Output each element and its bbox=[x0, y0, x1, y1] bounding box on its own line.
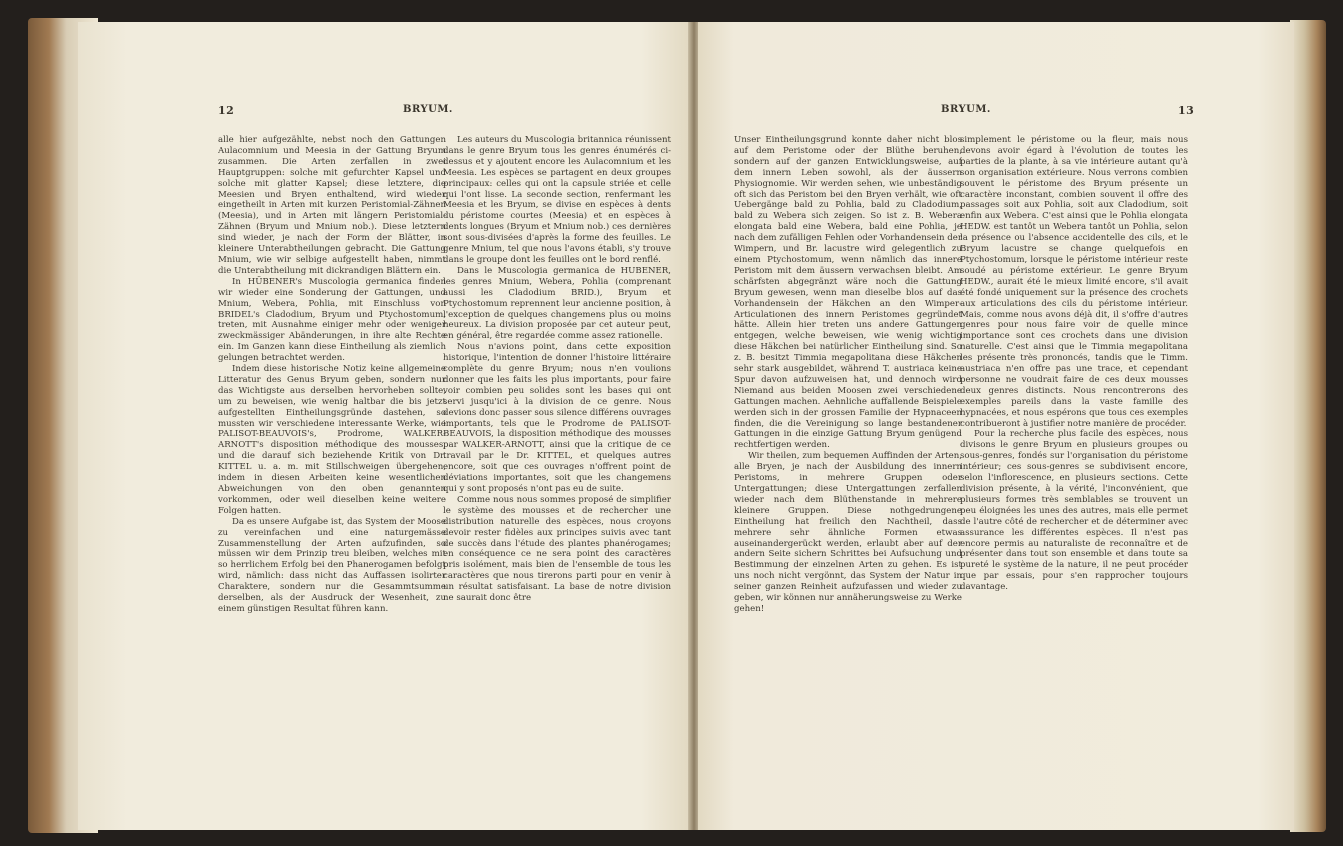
paragraph: Nous n'avions point, dans cette exposition historique, l'intention de donner l'histoire littéraire complète du genre Bryum; nous n'en voulions donner que les faits les plus importants, pour faire voir combien peu solides sont les bases qui ont servi jusqu'ici à la division de ce genre. Nous devions donc passer sous silence différens ouvrages importants, tels que le Prodrome de PALISOT-BEAUVOIS, la disposition méthodique des mousses par WALKER-ARNOTT, ainsi que la critique de ce travail par le Dr. KITTEL, et quelques autres encore, soit que ces ouvrages n'offrent point de déviations importantes, soit que les changemens qui y sont proposés n'ont pas eu de suite. bbox=[443, 342, 671, 494]
paragraph: alle hier aufgezählte, nebst noch den Gattungen Aulacomnium und Meesia in der Gattung Bryum zusammen. Die Arten zerfallen in zwei Hauptgruppen: solche mit gefurchter Kapsel und solche mit glatter Kapsel; diese letztere, die Meesien und Bryen enthaltend, wird wieder eingetheilt in Arten mit kurzen Peristomial-Zähnen (Meesia), und in Arten mit längern Peristomial-Zähnen (Bryum und Mnium nob.). Diese letztern sind wieder, je nach der Form der Blätter, in kleinere Unterabtheilungen gebracht. Die Gattung Mnium, wie wir selbige aufgestellt haben, nimmt die Unterabtheilung mit dickrandigen Blättern ein. bbox=[218, 135, 446, 276]
right-column-german bbox=[734, 135, 962, 725]
paragraph: Unser Eintheilungsgrund konnte daher nicht blos auf dem Peristome oder der Blüthe beruhen, sondern auf der ganzen Entwicklungsweise, auf dem innern Leben sowohl, als der äussern Physiognomie. Wir werden sehen, wie unbeständig oft sich das Peristom bei den Bryen verhält, wie oft Uebergänge bald zu Pohlia, bald zu Cladodium, bald zu Webera sich zeigen. So ist z. B. Webera elongata bald eine Webera, bald eine Pohlia, je nach dem zufälligen Fehlen oder Vorhandensein der Wimpern, und Br. lacustre wird gelegentlich zu einem Ptychostomum, wenn nämlich das innere Peristom mit dem äussern verwachsen bleibt. Am schärfsten abgegränzt wäre noch die Gattung Bryum gewesen, wenn man dieselbe blos auf das Vorhandensein der Häkchen an den Wimper-Articulationen des innern Peristomes gegründet hätte. Allein hier treten uns andere Gattungen entgegen, welche beweisen, wie wenig wichtig diese Häkchen bei natürlicher Eintheilung sind. So z. B. besitzt Timmia megapolitana diese Häkchen sehr stark ausgebildet, während T. austriaca keine Spur davon aufzuweisen hat, und dennoch wird Niemand aus beiden Moosen zwei verschiedene Gattungen machen. Aehnliche auffallende Beispiele werden sich in der grossen Familie der Hypnaceen finden, die die Vereinigung so lange bestandener Gattungen in die einzige Gattung Bryum genügend rechtfertigen werden. bbox=[734, 135, 962, 451]
paragraph: Pour la recherche plus facile des espèces, nous divisons le genre Bryum en plusieurs groupes ou sous-genres, fondés sur l'organisation du péristome intérieur; ces sous-genres se subdivisent encore, selon l'inflorescence, en plusieurs sections. Cette division présente, à la vérité, l'inconvénient, que plusieurs formes très semblables se trouvent un peu éloignées les unes des autres, mais elle permet de l'autre côté de rechercher et de déterminer avec assurance les différentes espèces. Il n'est pas encore permis au naturaliste de reconnaître et de présenter dans tout son ensemble et dans toute sa pureté le système de la nature, il ne peut procéder que par essais, pour s'en rapprocher toujours davantage. bbox=[960, 429, 1188, 593]
right-running-head: BRYUM. bbox=[941, 104, 991, 115]
paragraph: Da es unsere Aufgabe ist, das System der Moose zu vereinfachen und eine naturgemässe Zusammenstellung der Arten aufzufinden, so müssen wir dem Prinzip treu bleiben, welches mit so herrlichem Erfolg bei den Phanerogamen befolgt wird, nämlich: dass nicht das Auffassen isolirter Charaktere, sondern nur die Gesammtsumme derselben, als der Ausdruck der Wesenheit, zu einem günstigen Resultat führen kann. bbox=[218, 516, 446, 614]
paragraph: Wir theilen, zum bequemen Auffinden der Arten, alle Bryen, je nach der Ausbildung des innern Peristoms, in mehrere Gruppen oder Untergattungen; diese Untergattungen zerfallen wieder nach dem Blüthenstande in mehrere kleinere Gruppen. Diese nothgedrungene Eintheilung hat freilich den Nachtheil, dass mehrere sehr ähnliche Formen etwas auseinandergerückt werden, erlaubt aber auf der andern Seite sichern Schrittes bei Aufsuchung und Bestimmung der einzelnen Arten zu gehen. Es ist uns noch nicht vergönnt, das System der Natur in seiner ganzen Reinheit aufzufassen und wieder zu geben, wir können nur annäherungsweise zu Werke gehen! bbox=[734, 451, 962, 614]
left-page bbox=[78, 22, 690, 830]
left-column-german bbox=[218, 135, 446, 725]
paragraph: simplement le péristome ou la fleur, mais nous devons avoir égard à l'évolution de toutes les parties de la plante, à sa vie intérieure autant qu'à son organisation extérieure. Nous verrons combien souvent le péristome des Bryum présente un caractère inconstant, combien souvent il offre des passages soit aux Pohlia, soit aux Cladodium, soit enfin aux Webera. C'est ainsi que le Pohlia elongata HEDW. est tantôt un Webera tantôt un Pohlia, selon la présence ou l'absence accidentelle des cils, et le Bryum lacustre se change quelquefois en Ptychostomum, lorsque le péristome intérieur reste soudé au péristome extérieur. Le genre Bryum HEDW., aurait été le mieux limité encore, s'il avait été fondé uniquement sur la présence des crochets aux articulations des cils du péristome intérieur. Mais, comme nous avons déjà dit, il s'offre d'autres genres pour nous faire voir de quelle mince importance sont ces crochets dans une division naturelle. C'est ainsi que le Timmia megapolitana les présente très prononcés, tandis que le Timm. austriaca n'en offre pas une trace, et cependant personne ne voudrait faire de ces deux mousses deux genres distincts. Nous rencontrerons des exemples pareils dans la vaste famille des hypnacées, et nous espérons que tous ces exemples contribueront à justifier notre manière de procéder. bbox=[960, 135, 1188, 429]
left-running-head: BRYUM. bbox=[403, 104, 453, 115]
right-page bbox=[698, 22, 1294, 830]
paragraph: In HÜBENER's Muscologia germanica finden wir wieder eine Sonderung der Gattungen, und Mnium, Webera, Pohlia, mit Einschluss von BRIDEL's Cladodium, Bryum und Ptychostomum, treten, mit Ausnahme einiger mehr oder weniger zweckmässiger Abänderungen, in ihre alte Rechte ein. Im Ganzen kann diese Eintheilung als ziemlich gelungen betrachtet werden. bbox=[218, 276, 446, 364]
right-column-french bbox=[960, 135, 1188, 725]
paragraph: Indem diese historische Notiz keine allgemeine Litteratur des Genus Bryum geben, sondern nur das Wichtigste aus derselben hervorheben sollte, um zu beweisen, wie wenig haltbar die bis jetzt aufgestellten Eintheilungsgründe dastehen, so mussten wir verschiedene interessante Werke, wie PALISOT-BEAUVOIS's, Prodrome, WALKER-ARNOTT's disposition méthodique des mousses, und die darauf sich beziehende Kritik von Dr. KITTEL u. a. m. mit Stillschweigen übergehen, indem in diesen Arbeiten keine wesentlichen Abweichungen von den oben genannten vorkommen, oder weil dieselben keine weitere Folgen hatten. bbox=[218, 364, 446, 516]
left-page-number: 12 bbox=[218, 104, 235, 117]
left-column-french bbox=[443, 135, 671, 725]
right-page-number: 13 bbox=[1178, 104, 1195, 117]
paragraph: Dans le Muscologia germanica de HUBENER, les genres Mnium, Webera, Pohlia (comprenant aussi les Cladodium BRID.), Bryum et Ptychostomum reprennent leur ancienne position, à l'exception de quelques changemens plus ou moins heureux. La division proposée par cet auteur peut, en général, être regardée comme assez rationelle. bbox=[443, 265, 671, 342]
book-edge-right bbox=[1290, 20, 1326, 832]
paragraph: Les auteurs du Muscologia britannica réunissent dans le genre Bryum tous les genres énumérés ci-dessus et y ajoutent encore les Aulacomnium et les Meesia. Les espèces se partagent en deux groupes principaux: celles qui ont la capsule striée et celle qui l'ont lisse. La seconde section, renfermant les Meesia et les Bryum, se divise en espèces à dents du péristome courtes (Meesia) et en espèces à dents longues (Bryum et Mnium nob.) ces dernières sont sous-divisées d'après la forme des feuilles. Le genre Mnium, tel que nous l'avons établi, s'y trouve dans le groupe dont les feuilles ont le bord renflé. bbox=[443, 135, 671, 265]
paragraph: Comme nous nous sommes proposé de simplifier le système des mousses et de rechercher une distribution naturelle des espèces, nous croyons devoir rester fidèles aux principes suivis avec tant de succès dans l'étude des plantes phanérogames; en conséquence ce ne sera point des caractères pris isolément, mais bien de l'ensemble de tous les caractères que nous tirerons parti pour en venir à un résultat satisfaisant. La base de notre division ne saurait donc être bbox=[443, 494, 671, 604]
